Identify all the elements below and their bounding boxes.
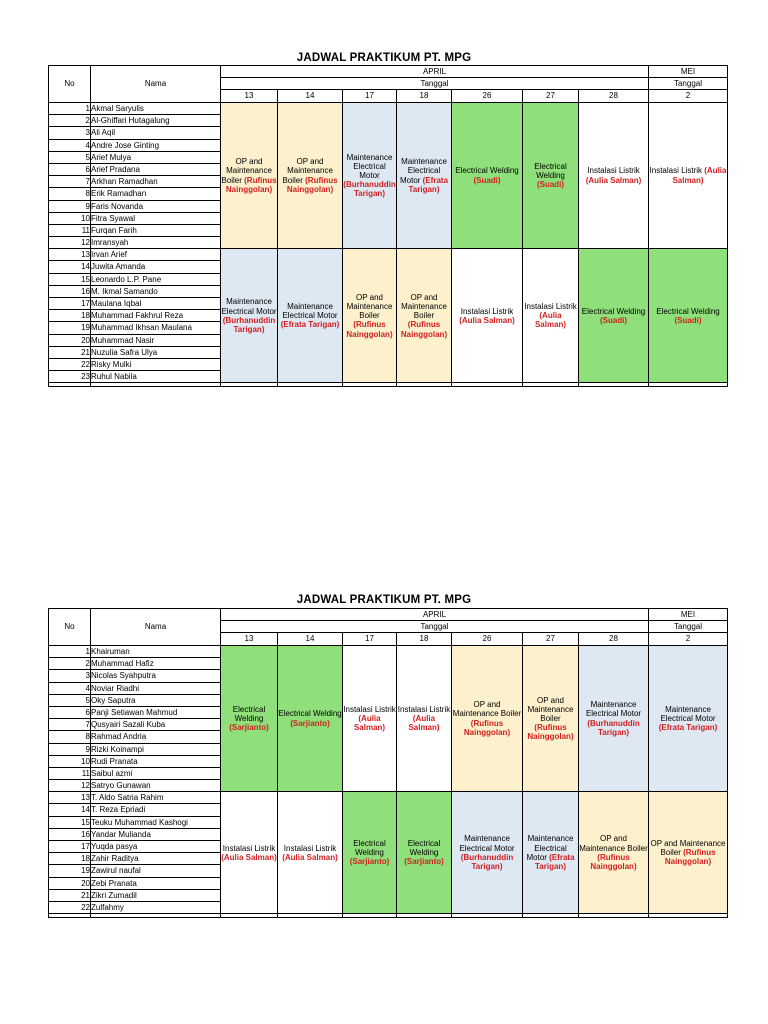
header-row [49,66,728,78]
activity-cell [221,103,278,249]
activity-cell [343,249,397,383]
instructor-name: (Rufinus Nainggolan) [286,175,338,194]
schedule-table [48,65,728,387]
column-header-name: Nama [91,66,221,103]
instructor-name: (Rufinus Nainggolan) [527,723,574,742]
activity-name: Maintenance Electrical Motor [459,834,515,853]
student-number: 21 [49,346,91,358]
student-number: 9 [49,743,91,755]
activity-cell [523,646,579,792]
instructor-name: (Suadi) [674,315,702,325]
student-name: Imransyah [91,237,221,249]
instructor-name: (Aulia Salman) [585,175,642,185]
instructor-name: (Suadi) [473,175,501,185]
day-header: 14 [278,633,343,646]
activity-name: Electrical Welding [656,306,720,316]
column-header-no: No [49,66,91,103]
instructor-name: (Burhanuddin Tarigan) [343,180,396,199]
student-name: Akmal Saryulis [91,103,221,115]
student-name: Andre Jose Ginting [91,139,221,151]
student-number: 17 [49,298,91,310]
instructor-name: (Suadi) [536,180,565,190]
activity-cell [278,249,343,383]
activity-cell [343,792,397,914]
activity-name: OP and Maintenance Boiler [221,157,272,185]
activity-name: Instalasi Listrik [283,843,337,853]
header-row [49,609,728,621]
day-header: 26 [452,633,523,646]
student-name: Teuku Muhammad Kashogi [91,816,221,828]
month-header-april: APRIL [221,66,649,78]
student-number: 3 [49,127,91,139]
student-number: 23 [49,371,91,383]
day-header: 26 [452,90,523,103]
student-name: Al-Ghiffari Hutagalung [91,115,221,127]
student-number: 1 [49,646,91,658]
empty-cell [278,383,343,387]
empty-cell [49,914,91,918]
activity-name: Electrical Welding [407,838,441,858]
month-header-april: APRIL [221,609,649,621]
student-name: Zulfahmy [91,901,221,913]
day-header: 18 [397,90,452,103]
table-row [49,792,728,804]
activity-cell [278,646,343,792]
instructor-name: (Aulia Salman) [672,166,727,185]
student-number: 10 [49,212,91,224]
activity-name: OP and Maintenance Boiler [452,700,522,719]
activity-name: Electrical Welding [353,838,386,858]
tanggal-header: Tanggal [221,621,649,633]
instructor-name: (Aulia Salman) [221,852,277,862]
day-header: 14 [278,90,343,103]
activity-name: Maintenance Electrical Motor [221,297,277,316]
student-name: Noviar Riadhi [91,682,221,694]
instructor-name: (Aulia Salman) [534,311,567,330]
student-number: 7 [49,719,91,731]
day-header: 28 [579,633,649,646]
student-number: 16 [49,828,91,840]
empty-cell [221,914,278,918]
activity-cell [579,792,649,914]
day-header: 17 [343,90,397,103]
student-name: Zawirul naufal [91,865,221,877]
empty-cell [49,383,91,387]
day-header: 27 [523,90,579,103]
activity-name: Maintenance Electrical Motor [399,157,447,185]
student-number: 3 [49,670,91,682]
activity-name: Electrical Welding [278,709,342,719]
activity-name: OP and Maintenance Boiler [346,292,393,321]
student-number: 13 [49,792,91,804]
table-footer-row [49,914,728,918]
student-name: Zebi Pranata [91,877,221,889]
student-number: 20 [49,877,91,889]
empty-cell [343,383,397,387]
empty-cell [278,914,343,918]
student-name: Muhammad Hafiz [91,658,221,670]
instructor-name: (Suadi) [599,315,628,325]
student-name: Satryo Gunawan [91,780,221,792]
student-name: Risky Mulki [91,358,221,370]
student-number: 22 [49,901,91,913]
empty-cell [397,383,452,387]
instructor-name: (Efrata Tarigan) [535,852,575,871]
instructor-name: (Aulia Salman) [408,714,440,733]
student-name: Zikri Zumadil [91,889,221,901]
activity-cell [452,103,523,249]
day-header: 13 [221,633,278,646]
activity-cell [397,792,452,914]
activity-name: Instalasi Listrik [649,166,702,176]
student-number: 12 [49,237,91,249]
student-name: Ruhul Nabila [91,371,221,383]
student-name: Zahir Raditya [91,853,221,865]
day-header: 2 [649,90,728,103]
instructor-name: (Aulia Salman) [459,315,515,325]
activity-name: Instalasi Listrik [524,302,577,311]
student-name: Rahmad Andria [91,731,221,743]
table-row [49,249,728,261]
student-name: T. Aldo Satria Rahim [91,792,221,804]
activity-cell [343,103,397,249]
empty-cell [649,383,728,387]
student-name: Nuzulia Safra Ulya [91,346,221,358]
instructor-name: (Sarjianto) [229,723,269,733]
day-header: 2 [649,633,728,646]
schedule-title: JADWAL PRAKTIKUM PT. MPG [296,52,472,64]
activity-cell [452,792,523,914]
table-footer-row [49,383,728,387]
student-number: 4 [49,682,91,694]
activity-cell [649,103,728,249]
instructor-name: (Sarjianto) [290,718,330,728]
student-number: 14 [49,261,91,273]
schedule-title: JADWAL PRAKTIKUM PT. MPG [296,594,472,606]
activity-name: OP and Maintenance Boiler [527,695,574,724]
student-name: Qusyairi Sazali Kuba [91,719,221,731]
student-name: Oky Saputra [91,694,221,706]
student-name: T. Reza Epriadi [91,804,221,816]
instructor-name: (Rufinus Nainggolan) [346,320,393,339]
activity-name: Instalasi Listrik [222,843,276,853]
activity-cell [397,103,452,249]
student-name: Yandar Mulianda [91,828,221,840]
instructor-name: (Efrata Tarigan) [408,175,449,194]
student-number: 6 [49,706,91,718]
student-name: Muhammad Ikhsan Maulana [91,322,221,334]
instructor-name: (Burhanuddin Tarigan) [587,718,640,737]
student-number: 5 [49,694,91,706]
student-number: 11 [49,767,91,779]
month-header-mei: MEI [649,66,728,78]
student-name: Arief Mulya [91,151,221,163]
student-name: Rudi Pranata [91,755,221,767]
day-header: 18 [397,633,452,646]
tanggal-header: Tanggal [649,621,728,633]
student-number: 10 [49,755,91,767]
day-header: 28 [579,90,649,103]
activity-cell [579,646,649,792]
student-number: 13 [49,249,91,261]
student-number: 15 [49,273,91,285]
empty-cell [397,914,452,918]
activity-name: Maintenance Electrical Motor [526,834,574,862]
activity-cell [397,646,452,792]
activity-name: Electrical Welding [232,704,266,724]
activity-cell [579,103,649,249]
student-name: Nicolas Syahputra [91,670,221,682]
activity-name: Instalasi Listrik [587,166,640,176]
instructor-name: (Aulia Salman) [282,852,338,862]
day-header: 27 [523,633,579,646]
instructor-name: (Burhanuddin Tarigan) [460,852,514,871]
student-name: Juwita Amanda [91,261,221,273]
day-header: 13 [221,90,278,103]
student-name: M. Ikmal Samando [91,285,221,297]
instructor-name: (Efrata Tarigan) [280,320,340,330]
activity-name: OP and Maintenance Boiler [650,838,726,858]
student-number: 15 [49,816,91,828]
activity-cell [221,646,278,792]
student-number: 21 [49,889,91,901]
activity-name: OP and Maintenance Boiler [579,834,648,853]
empty-cell [579,383,649,387]
activity-name: Maintenance Electrical Motor [660,704,716,724]
student-name: Khairuman [91,646,221,658]
activity-cell [343,646,397,792]
instructor-name: (Rufinus Nainggolan) [463,718,511,737]
activity-name: Electrical Welding [455,166,519,176]
empty-cell [579,914,649,918]
student-name: Muhammad Fakhrul Reza [91,310,221,322]
schedule-table [48,608,728,918]
student-number: 22 [49,358,91,370]
instructor-name: (Sarjianto) [404,857,444,867]
student-number: 1 [49,103,91,115]
student-number: 14 [49,804,91,816]
month-header-mei: MEI [649,609,728,621]
activity-name: OP and Maintenance Boiler [401,292,447,321]
activity-cell [221,249,278,383]
activity-cell [649,646,728,792]
empty-cell [91,383,221,387]
instructor-name: (Rufinus Nainggolan) [590,852,637,871]
student-name: Leonardo L.P. Pane [91,273,221,285]
student-number: 12 [49,780,91,792]
student-name: Fitra Syawal [91,212,221,224]
activity-cell [221,792,278,914]
student-number: 9 [49,200,91,212]
student-name: Muhammad Nasir [91,334,221,346]
student-number: 17 [49,841,91,853]
student-number: 2 [49,115,91,127]
column-header-name: Nama [91,609,221,646]
activity-name: Instalasi Listrik [460,306,514,316]
tanggal-header: Tanggal [221,78,649,90]
student-number: 19 [49,322,91,334]
student-number: 11 [49,224,91,236]
student-number: 16 [49,285,91,297]
instructor-name: (Rufinus Nainggolan) [225,175,277,194]
student-name: Erik Ramadhan [91,188,221,200]
activity-cell [397,249,452,383]
empty-cell [649,914,728,918]
student-number: 5 [49,151,91,163]
instructor-name: (Rufinus Nainggolan) [664,848,716,867]
student-name: Saibul azmi [91,767,221,779]
activity-cell [579,249,649,383]
activity-cell [523,249,579,383]
empty-cell [452,383,523,387]
empty-cell [523,383,579,387]
student-name: Maulana Iqbal [91,298,221,310]
student-number: 4 [49,139,91,151]
empty-cell [91,914,221,918]
student-name: Faris Novanda [91,200,221,212]
activity-cell [523,792,579,914]
activity-name: OP and Maintenance Boiler [282,157,333,185]
instructor-name: (Sarjianto) [349,857,390,867]
student-name: Arkhan Ramadhan [91,176,221,188]
instructor-name: (Rufinus Nainggolan) [400,320,448,339]
activity-name: Instalasi Listrik [397,704,451,714]
instructor-name: (Aulia Salman) [353,714,386,733]
activity-name: Maintenance Electrical Motor [282,302,338,321]
day-header: 17 [343,633,397,646]
activity-cell [278,103,343,249]
activity-cell [278,792,343,914]
student-name: Rizki Koinampi [91,743,221,755]
student-name: Ali Aqil [91,127,221,139]
table-row [49,646,728,658]
activity-cell [452,249,523,383]
student-name: Panji Setiawan Mahmud [91,706,221,718]
empty-cell [452,914,523,918]
student-number: 6 [49,163,91,175]
activity-cell [649,792,728,914]
activity-cell [649,249,728,383]
empty-cell [343,914,397,918]
student-name: Furqan Farih [91,224,221,236]
student-number: 18 [49,310,91,322]
tanggal-header: Tanggal [649,78,728,90]
student-number: 18 [49,853,91,865]
activity-name: Electrical Welding [534,161,567,181]
empty-cell [523,914,579,918]
student-number: 2 [49,658,91,670]
activity-name: Instalasi Listrik [343,704,396,714]
activity-cell [452,646,523,792]
activity-name: Electrical Welding [581,306,646,316]
student-name: Arief Pradana [91,163,221,175]
empty-cell [221,383,278,387]
student-number: 8 [49,731,91,743]
instructor-name: (Efrata Tarigan) [658,723,718,733]
student-name: Yuqda pasya [91,841,221,853]
student-number: 19 [49,865,91,877]
student-number: 8 [49,188,91,200]
instructor-name: (Burhanuddin Tarigan) [222,315,276,334]
activity-name: Maintenance Electrical Motor [585,700,642,719]
activity-name: Maintenance Electrical Motor [346,152,393,181]
student-number: 7 [49,176,91,188]
student-name: Irvan Arief [91,249,221,261]
activity-cell [523,103,579,249]
table-row [49,103,728,115]
student-number: 20 [49,334,91,346]
column-header-no: No [49,609,91,646]
